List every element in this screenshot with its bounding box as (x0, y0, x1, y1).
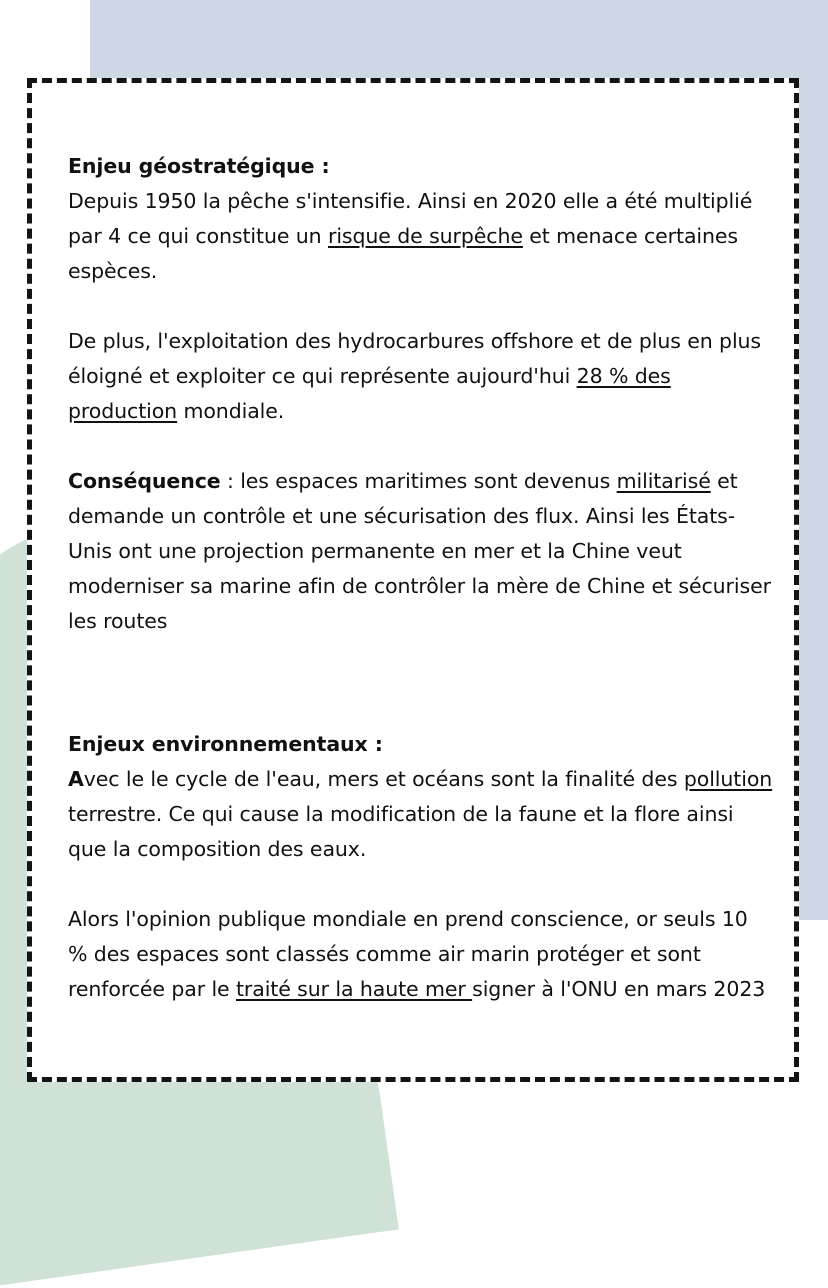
underlined-militarized: militarisé (616, 469, 711, 493)
dashed-note-card (27, 78, 799, 1082)
text: vec le le cycle de l'eau, mers et océans sont la finalité des (83, 767, 684, 791)
drop-initial: A (68, 767, 84, 791)
paragraph-fishing (68, 184, 773, 289)
text: : les espaces maritimes sont devenus (220, 469, 617, 493)
paragraph-public-opinion (68, 902, 773, 1007)
text: terrestre. Ce qui cause la modification de la faune et la flore ainsi que la composition des eaux. (68, 802, 734, 861)
paragraph-pollution (68, 762, 773, 867)
text: et demande un contrôle et une sécurisation des flux. Ainsi les États-Unis ont une projection permanente en mer et la Chine veut moderniser sa marine afin de contrôler la mère de Chine et sécuriser les routes (68, 469, 771, 633)
underlined-overfishing: risque de surpêche (327, 224, 523, 248)
underlined-high-seas-treaty: traité sur la haute mer (235, 977, 473, 1001)
spacer (68, 289, 773, 324)
text: Alors l'opinion publique mondiale en prend conscience, or seuls 10 % des espaces sont classés comme air marin protéger et sont renforcée par le (68, 907, 748, 1001)
text: De plus, l'exploitation des hydrocarbures offshore et de plus en plus éloigné et exploiter ce qui représente aujourd'hui (68, 329, 762, 388)
underlined-production-share: 28 % des production (68, 364, 671, 423)
underlined-pollution: pollution (683, 767, 773, 791)
text: Depuis 1950 la pêche s'intensifie. Ainsi en 2020 elle a été multiplié par 4 ce qui constitue un (68, 189, 753, 248)
spacer (68, 867, 773, 902)
paragraph-hydrocarbons (68, 324, 773, 429)
text: et menace certaines espèces. (68, 224, 738, 283)
heading-geostrategic: Enjeu géostratégique : (68, 154, 330, 178)
heading-environmental: Enjeux environnementaux : (68, 732, 383, 756)
consequence-label: Conséquence (68, 469, 221, 493)
text: signer à l'ONU en mars 2023 (472, 977, 766, 1001)
spacer (68, 639, 773, 727)
note-content (68, 149, 773, 1007)
paragraph-consequence (68, 464, 773, 639)
text: mondiale. (177, 399, 285, 423)
spacer (68, 429, 773, 464)
